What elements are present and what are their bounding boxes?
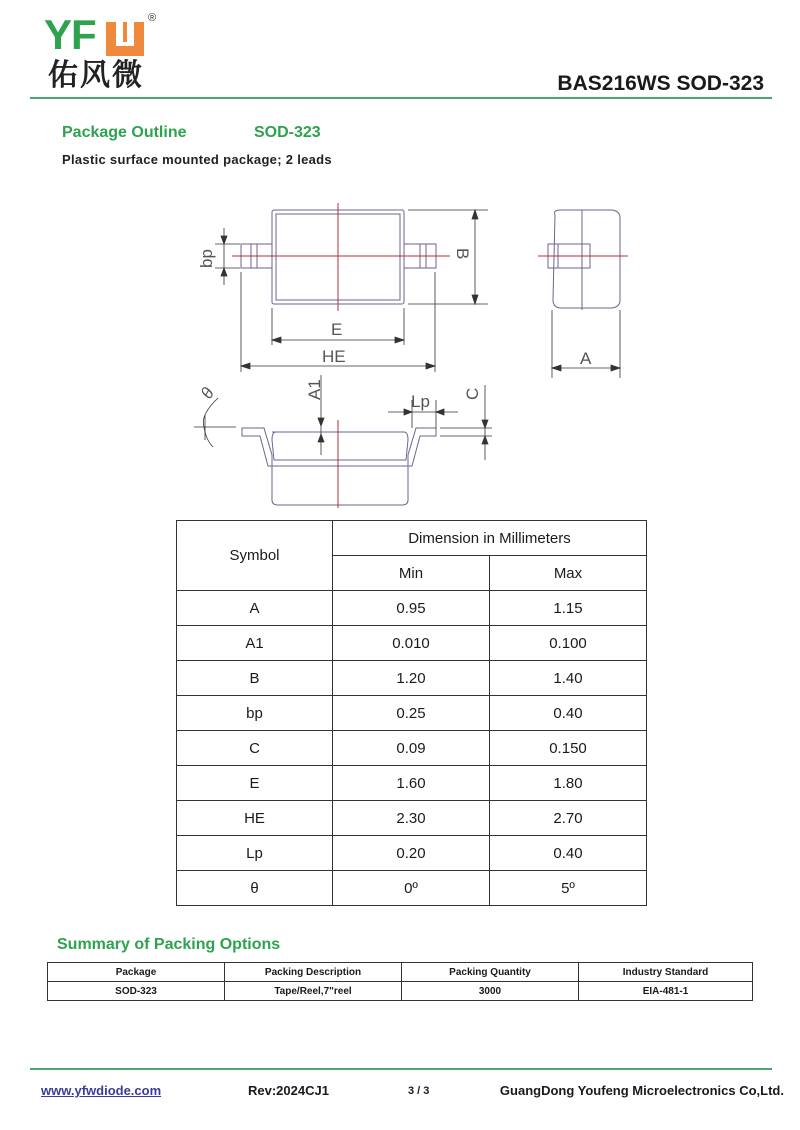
table-row	[177, 871, 647, 906]
table-row	[177, 731, 647, 766]
cell-min: 2.30	[333, 801, 490, 836]
cell-symbol: Lp	[177, 836, 333, 871]
dimensions-table	[176, 520, 647, 906]
package-outline-heading: Package Outline	[62, 124, 187, 141]
cell-min: 0.20	[333, 836, 490, 871]
logo-text: YF	[44, 11, 96, 58]
cell-max: 0.100	[489, 626, 646, 661]
cell-max: 1.40	[489, 661, 646, 696]
logo-u-mark	[106, 22, 144, 56]
cell-symbol: bp	[177, 696, 333, 731]
packing-standard: EIA-481-1	[579, 982, 753, 1001]
table-row	[177, 696, 647, 731]
cell-min: 0.25	[333, 696, 490, 731]
cell-max: 0.150	[489, 731, 646, 766]
cell-symbol: C	[177, 731, 333, 766]
cell-min: 0.09	[333, 731, 490, 766]
package-outline-drawing	[180, 195, 640, 515]
label-C: C	[463, 387, 482, 400]
cell-min: 0.95	[333, 591, 490, 626]
packing-quantity: 3000	[402, 982, 579, 1001]
table-row	[177, 626, 647, 661]
cell-symbol: A	[177, 591, 333, 626]
page-number: 3 / 3	[408, 1085, 430, 1097]
cell-min: 0.010	[333, 626, 490, 661]
table-row	[177, 801, 647, 836]
table-row	[177, 836, 647, 871]
packing-options-heading: Summary of Packing Options	[57, 936, 281, 953]
package-description: Plastic surface mounted package; 2 leads	[62, 152, 332, 167]
header-dimension-group: Dimension in Millimeters	[333, 521, 647, 556]
cell-max: 5º	[489, 871, 646, 906]
header-max: Max	[489, 556, 646, 591]
cell-max: 2.70	[489, 801, 646, 836]
company-logo	[44, 11, 164, 94]
cell-max: 1.15	[489, 591, 646, 626]
table-row	[177, 661, 647, 696]
front-view-body	[242, 428, 436, 505]
cell-min: 1.20	[333, 661, 490, 696]
header-min: Min	[333, 556, 490, 591]
header-symbol: Symbol	[177, 521, 333, 591]
cell-symbol: B	[177, 661, 333, 696]
logo-chinese-name: 佑风微	[48, 58, 144, 93]
cell-max: 0.40	[489, 696, 646, 731]
packing-options-table	[47, 962, 753, 1001]
label-theta: θ	[197, 384, 219, 402]
label-HE: HE	[322, 347, 346, 366]
cell-symbol: E	[177, 766, 333, 801]
packing-row	[48, 982, 753, 1001]
label-A1: A1	[305, 379, 324, 400]
revision-label: Rev:2024CJ1	[248, 1083, 329, 1098]
registered-mark: ®	[148, 12, 157, 24]
cell-max: 0.40	[489, 836, 646, 871]
dimensions-table-body	[177, 591, 647, 906]
table-row	[177, 591, 647, 626]
label-Lp: Lp	[411, 392, 430, 411]
packing-header-quantity: Packing Quantity	[402, 963, 579, 982]
packing-header-package: Package	[48, 963, 225, 982]
cell-symbol: HE	[177, 801, 333, 836]
cell-max: 1.80	[489, 766, 646, 801]
document-title: BAS216WS SOD-323	[557, 72, 764, 95]
packing-header-standard: Industry Standard	[579, 963, 753, 982]
footer-divider	[30, 1068, 772, 1070]
packing-package: SOD-323	[48, 982, 225, 1001]
website-link[interactable]: www.yfwdiode.com	[41, 1083, 162, 1098]
company-name: GuangDong Youfeng Microelectronics Co,Ltd.	[499, 1083, 784, 1098]
cell-symbol: A1	[177, 626, 333, 661]
cell-min: 0º	[333, 871, 490, 906]
label-B: B	[453, 248, 472, 260]
packing-header-description: Packing Description	[225, 963, 402, 982]
cell-symbol: θ	[177, 871, 333, 906]
label-E: E	[331, 320, 343, 339]
side-view-body	[553, 210, 620, 308]
header-divider	[30, 97, 772, 99]
label-bp: bp	[197, 249, 216, 268]
label-A: A	[580, 349, 592, 368]
cell-min: 1.60	[333, 766, 490, 801]
packing-description: Tape/Reel,7"reel	[225, 982, 402, 1001]
package-name: SOD-323	[254, 124, 321, 141]
table-row	[177, 766, 647, 801]
